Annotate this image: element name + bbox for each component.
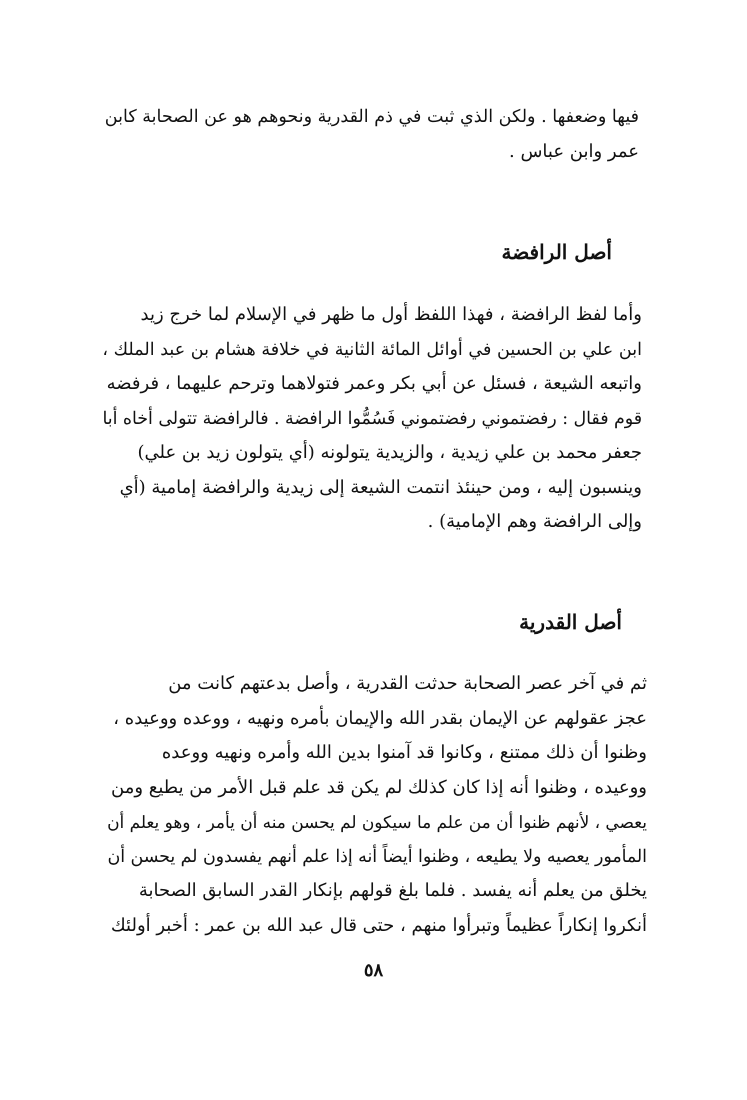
- section-heading-rafida: أصل الرافضة: [501, 240, 612, 264]
- rafida-line-1: وأما لفظ الرافضة ، فهذا اللفظ أول ما ظهر في الإسلام لما خرج زيد: [140, 304, 642, 325]
- rafida-line-5: جعفر محمد بن علي زيدية ، والزيدية يتولونه (أي يتولون زيد بن علي): [137, 442, 642, 463]
- qadariyya-line-5: يعصي ، لأنهم ظنوا أن من علم ما سيكون لم يحسن منه أن يأمر ، وهو يعلم أن: [107, 812, 647, 832]
- intro-paragraph: [104, 100, 639, 169]
- rafida-paragraph: [102, 298, 642, 540]
- qadariyya-line-6: المأمور يعصيه ولا يطيعه ، وظنوا أيضاً أنه إذا علم أنهم يفسدون لم يحسن أن: [107, 846, 647, 867]
- qadariyya-line-4: ووعيده ، وظنوا أنه إذا كان كذلك لم يكن قد علم قبل الأمر من يطيع ومن: [111, 776, 647, 798]
- qadariyya-line-2: عجز عقولهم عن الإيمان بقدر الله والإيمان بأمره ونهيه ، ووعده ووعيده ،: [113, 707, 647, 729]
- rafida-line-2: ابن علي بن الحسين في أوائل المائة الثانية في خلافة هشام بن عبد الملك ،: [102, 339, 642, 360]
- qadariyya-line-8: أنكروا إنكاراً عظيماً وتبرأوا منهم ، حتى قال عبد الله بن عمر : أخبر أولئك: [110, 914, 647, 936]
- qadariyya-line-3: وظنوا أن ذلك ممتنع ، وكانوا قد آمنوا بدين الله وأمره ونهيه ووعده: [161, 742, 647, 763]
- rafida-line-3: واتبعه الشيعة ، فسئل عن أبي بكر وعمر فتولاهما وترحم عليهما ، فرفضه: [106, 373, 642, 394]
- intro-line-2: عمر وابن عباس .: [509, 140, 639, 162]
- rafida-line-4: قوم فقال : رفضتموني رفضتموني فَسُمُّوا الرافضة . فالرافضة تتولى أخاه أبا: [102, 408, 642, 429]
- rafida-line-6: وينسبون إليه ، ومن حينئذ انتمت الشيعة إلى زيدية والرافضة إمامية (أي: [119, 476, 642, 498]
- qadariyya-paragraph: [107, 667, 647, 943]
- qadariyya-line-7: يخلق من يعلم أنه يفسد . فلما بلغ قولهم بإنكار القدر السابق الصحابة: [138, 880, 647, 901]
- qadariyya-line-1: ثم في آخر عصر الصحابة حدثت القدرية ، وأصل بدعتهم كانت من: [168, 673, 647, 694]
- section-heading-qadariyya: أصل القدرية: [519, 610, 622, 634]
- page-number: ٥٨: [363, 960, 384, 981]
- rafida-line-7: وإلى الرافضة وهم الإمامية) .: [427, 511, 642, 532]
- intro-line-1: فيها وضعفها . ولكن الذي ثبت في ذم القدرية ونحوهم هو عن الصحابة كابن: [104, 107, 639, 127]
